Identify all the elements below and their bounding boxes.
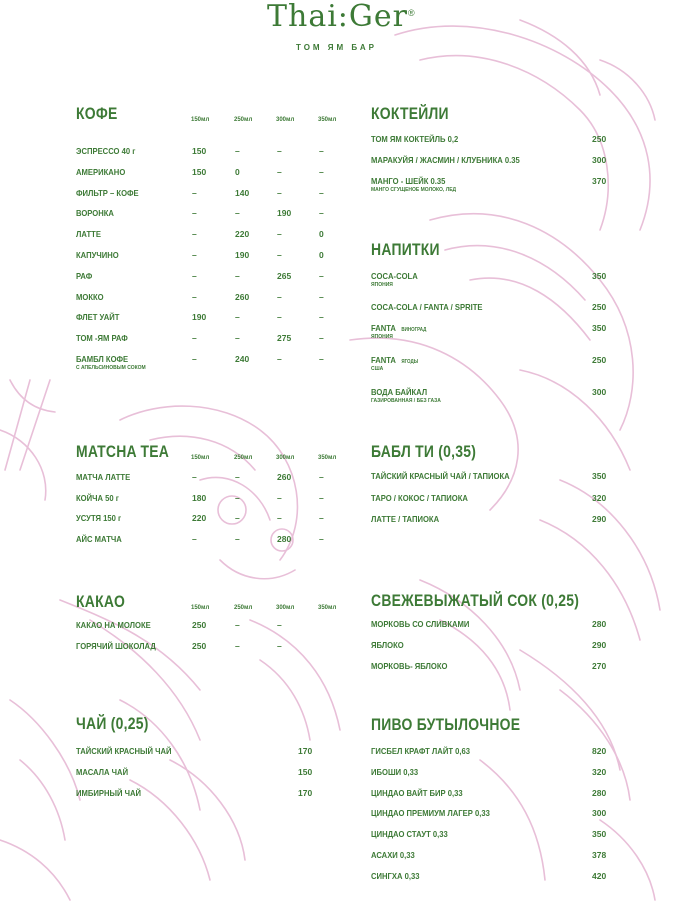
bubble-item-name: ЛАТТЕ / ТАПИОКА — [371, 514, 440, 524]
drinks-item-name: COCA-COLA — [371, 271, 418, 281]
coffee-item-price: – — [277, 250, 282, 260]
bubble-title: БАБЛ ТИ (0,35) — [371, 442, 477, 461]
coffee-item-name: БАМБЛ КОФЕ — [76, 354, 129, 364]
beer-title: ПИВО БУТЫЛОЧНОЕ — [371, 715, 521, 734]
matcha-item-price: – — [319, 492, 324, 503]
drinks-item-price: 250 — [592, 302, 607, 312]
coffee-item-price: 190 — [192, 312, 207, 323]
matcha-column-header: 150мл — [191, 455, 210, 461]
juice-item-price: 270 — [592, 661, 607, 671]
juice-item-name: МОРКОВЬ- ЯБЛОКО — [371, 661, 448, 671]
coffee-item-price: – — [192, 229, 197, 240]
coffee-item-price: – — [235, 146, 240, 156]
coffee-item-price: – — [192, 187, 197, 198]
drinks-item-name: FANTA ВИНОГРАД — [371, 323, 427, 333]
drinks-item-flavor: ЯГОДЫ — [401, 359, 419, 365]
beer-item-price: 320 — [592, 766, 607, 777]
coffee-item-price: – — [192, 208, 197, 219]
coffee-item-price: – — [277, 229, 282, 240]
coffee-title: КОФЕ — [76, 104, 118, 123]
matcha-item-price: 180 — [192, 492, 207, 503]
coffee-item-price: – — [319, 333, 324, 344]
coffee-item-price: 0 — [319, 229, 324, 240]
coffee-item-note: С АПЕЛЬСИНОВЫМ СОКОМ — [76, 365, 146, 371]
coffee-item-price: 140 — [235, 187, 250, 198]
coffee-item-price: 265 — [277, 270, 292, 281]
cocoa-item-price: 250 — [192, 641, 207, 651]
tea-item-name: МАСАЛА ЧАЙ — [76, 767, 129, 777]
juice-item-name: ЯБЛОКО — [371, 640, 404, 650]
coffee-item-name: ВОРОНКА — [76, 208, 114, 219]
coffee-item-name: ЛАТТЕ — [76, 229, 101, 240]
cocoa-column-header: 300мл — [276, 605, 295, 611]
matcha-item-name: КОЙЧА 50 г — [76, 492, 119, 503]
coffee-item-name: ЭСПРЕССО 40 г — [76, 146, 136, 156]
brand-name: Thai:Ger — [267, 0, 408, 34]
coffee-item-price: – — [319, 312, 324, 323]
coffee-item-price: – — [277, 354, 282, 364]
coffee-item-price: – — [277, 291, 282, 302]
coffee-item-price: – — [192, 250, 197, 260]
coffee-item-price: 260 — [235, 291, 250, 302]
drinks-item-name: COCA-COLA / FANTA / SPRITE — [371, 302, 483, 312]
coffee-item-name: МОККО — [76, 291, 104, 302]
coffee-item-price: – — [235, 270, 240, 281]
beer-item-name: ИБОШИ 0,33 — [371, 766, 419, 777]
matcha-item-price: – — [235, 533, 240, 544]
coffee-item-price: – — [319, 291, 324, 302]
coffee-item-price: 150 — [192, 146, 207, 156]
coffee-item-price: 190 — [235, 250, 250, 260]
matcha-item-price: – — [192, 533, 197, 544]
drinks-item-note: ГАЗИРОВАННАЯ / БЕЗ ГАЗА — [371, 398, 441, 404]
cocktails-title: КОКТЕЙЛИ — [371, 104, 449, 123]
coffee-item-price: – — [192, 333, 197, 344]
cocktails-item-name: ТОМ ЯМ КОКТЕЙЛЬ 0,2 — [371, 134, 459, 144]
coffee-item-name: АМЕРИКАНО — [76, 166, 126, 177]
matcha-item-name: АЙС МАТЧА — [76, 533, 122, 544]
coffee-item-price: 0 — [235, 166, 240, 177]
coffee-column-header: 350мл — [318, 117, 337, 123]
brand-subtitle: ТОМ ЯМ БАР — [296, 43, 377, 52]
drinks-item-price: 350 — [592, 323, 607, 333]
beer-item-price: 300 — [592, 808, 607, 819]
tea-title: ЧАЙ (0,25) — [76, 714, 149, 733]
matcha-item-name: УСУТЯ 150 г — [76, 513, 122, 523]
coffee-item-price: – — [319, 270, 324, 281]
tea-item-price: 150 — [298, 767, 313, 777]
drinks-item-note: США — [371, 366, 384, 372]
bubble-item-name: ТАРО / КОКОС / ТАПИОКА — [371, 492, 468, 503]
matcha-column-header: 350мл — [318, 455, 337, 461]
matcha-item-price: – — [277, 492, 282, 503]
coffee-item-price: 240 — [235, 354, 250, 364]
coffee-item-price: – — [319, 166, 324, 177]
beer-item-name: ЦИНДАО СТАУТ 0,33 — [371, 829, 448, 840]
bubble-item-name: ТАЙСКИЙ КРАСНЫЙ ЧАЙ / ТАПИОКА — [371, 471, 510, 481]
cocoa-title: КАКАО — [76, 592, 126, 611]
cocoa-item-price: – — [235, 620, 240, 630]
cocktails-item-note: МАНГО СГУЩЕНОЕ МОЛОКО, ЛЕД — [371, 187, 457, 193]
coffee-item-price: 275 — [277, 333, 292, 344]
cocoa-item-price: – — [277, 641, 282, 651]
bubble-item-price: 290 — [592, 514, 607, 524]
coffee-item-price: 220 — [235, 229, 250, 240]
beer-item-price: 820 — [592, 746, 607, 756]
drinks-item-price: 300 — [592, 387, 607, 397]
coffee-column-header: 150мл — [191, 117, 210, 123]
drinks-item-flavor: ВИНОГРАД — [401, 327, 427, 333]
matcha-item-price: – — [235, 472, 240, 482]
matcha-column-header: 300мл — [276, 455, 295, 461]
cocoa-column-header: 150мл — [191, 605, 210, 611]
matcha-item-price: – — [319, 533, 324, 544]
matcha-item-price: 280 — [277, 533, 292, 544]
tea-item-price: 170 — [298, 746, 313, 756]
coffee-item-price: – — [319, 187, 324, 198]
tea-item-name: ТАЙСКИЙ КРАСНЫЙ ЧАЙ — [76, 746, 172, 756]
coffee-item-name: ФИЛЬТР – КОФЕ — [76, 187, 139, 198]
cocktails-item-price: 370 — [592, 176, 607, 186]
coffee-column-header: 250мл — [234, 117, 253, 123]
matcha-item-price: 260 — [277, 472, 292, 482]
cocoa-item-name: ГОРЯЧИЙ ШОКОЛАД — [76, 641, 156, 651]
cocoa-item-price: – — [235, 641, 240, 651]
coffee-item-price: – — [277, 312, 282, 323]
matcha-column-header: 250мл — [234, 455, 253, 461]
cocktails-item-name: МАРАКУЙЯ / ЖАСМИН / КЛУБНИКА 0.35 — [371, 155, 520, 165]
beer-item-price: 280 — [592, 787, 607, 798]
cocoa-item-price: 250 — [192, 620, 207, 630]
beer-item-price: 420 — [592, 870, 607, 881]
juice-item-price: 280 — [592, 619, 607, 629]
drinks-item-note: ЯПОНИЯ — [371, 334, 393, 340]
cocktails-item-price: 300 — [592, 155, 607, 165]
coffee-item-price: – — [192, 354, 197, 364]
cocoa-column-header: 350мл — [318, 605, 337, 611]
registered-mark: ® — [408, 8, 415, 18]
coffee-item-price: – — [192, 291, 197, 302]
coffee-item-price: – — [277, 166, 282, 177]
tea-item-price: 170 — [298, 788, 313, 798]
juice-item-name: МОРКОВЬ СО СЛИВКАМИ — [371, 619, 470, 629]
drinks-title: НАПИТКИ — [371, 240, 440, 259]
cocktails-item-name: МАНГО - ШЕЙК 0.35 — [371, 176, 446, 186]
coffee-item-name: КАПУЧИНО — [76, 250, 119, 260]
matcha-item-name: МАТЧА ЛАТТЕ — [76, 472, 131, 482]
beer-item-name: СИНГХА 0,33 — [371, 870, 420, 881]
matcha-item-price: 220 — [192, 513, 207, 523]
matcha-item-price: – — [277, 513, 282, 523]
matcha-item-price: – — [235, 492, 240, 503]
juice-title: СВЕЖЕВЫЖАТЫЙ СОК (0,25) — [371, 591, 580, 610]
coffee-item-price: – — [235, 333, 240, 344]
beer-item-name: ЦИНДАО ПРЕМИУМ ЛАГЕР 0,33 — [371, 808, 490, 819]
drinks-item-name: ВОДА БАЙКАЛ — [371, 387, 428, 397]
coffee-item-price: – — [235, 312, 240, 323]
coffee-item-price: – — [277, 146, 282, 156]
cocoa-column-header: 250мл — [234, 605, 253, 611]
beer-item-name: ГИСБЕЛ КРАФТ ЛАЙТ 0,63 — [371, 746, 471, 756]
matcha-item-price: – — [319, 513, 324, 523]
cocoa-item-price: – — [277, 620, 282, 630]
beer-item-price: 350 — [592, 829, 607, 840]
coffee-item-name: РАФ — [76, 270, 93, 281]
cocktails-item-price: 250 — [592, 134, 607, 144]
tea-item-name: ИМБИРНЫЙ ЧАЙ — [76, 788, 142, 798]
coffee-item-price: – — [319, 354, 324, 364]
beer-item-name: АСАХИ 0,33 — [371, 850, 415, 860]
drinks-item-price: 350 — [592, 271, 607, 281]
beer-item-price: 378 — [592, 850, 607, 860]
matcha-item-price: – — [192, 472, 197, 482]
coffee-item-price: – — [277, 187, 282, 198]
matcha-title: MATCHA TEA — [76, 442, 170, 461]
matcha-item-price: – — [319, 472, 324, 482]
coffee-item-name: ТОМ -ЯМ РАФ — [76, 333, 128, 344]
coffee-item-price: 150 — [192, 166, 207, 177]
juice-item-price: 290 — [592, 640, 607, 650]
drinks-item-note: ЯПОНИЯ — [371, 282, 393, 288]
bubble-item-price: 350 — [592, 471, 607, 481]
coffee-item-price: – — [319, 208, 324, 219]
bubble-item-price: 320 — [592, 492, 607, 503]
coffee-column-header: 300мл — [276, 117, 295, 123]
cocoa-item-name: КАКАО НА МОЛОКЕ — [76, 620, 151, 630]
drinks-item-price: 250 — [592, 355, 607, 365]
coffee-item-price: 0 — [319, 250, 324, 260]
beer-item-name: ЦИНДАО ВАЙТ БИР 0,33 — [371, 787, 463, 798]
coffee-item-price: – — [235, 208, 240, 219]
coffee-item-price: – — [319, 146, 324, 156]
coffee-item-price: – — [192, 270, 197, 281]
matcha-item-price: – — [235, 513, 240, 523]
coffee-item-name: ФЛЕТ УАЙТ — [76, 312, 120, 323]
drinks-item-name: FANTA ЯГОДЫ — [371, 355, 419, 365]
coffee-item-price: 190 — [277, 208, 292, 219]
